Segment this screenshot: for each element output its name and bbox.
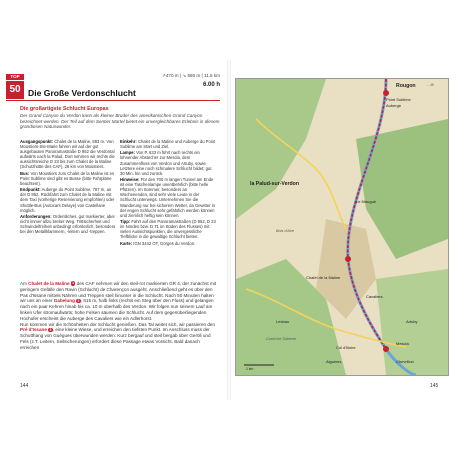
map-label: Aiguines	[326, 359, 342, 364]
title-rule	[6, 100, 220, 101]
info-item: Bus: Von Moustiers zum Chalet de la Maline ist es Point Sublime sind gibt es Busse (bitte Fahrpläne beachten!).	[20, 170, 115, 186]
page-number-left: 144	[20, 383, 29, 389]
info-item: Lampe: Von P. 633 m führt nach rechts ein lohnender Abstecher zur Mescla, dem Zusammenfluss von Verdon und Artuby, sowie Letztere eine noch schmalere Schlucht bildet; gut 30 Min. hin und zurück.	[120, 150, 212, 176]
map-label: Point Sublime	[386, 97, 411, 102]
map-label: Rougon	[396, 83, 416, 89]
cross-reference: → 49	[426, 83, 434, 87]
map-graphic	[236, 79, 448, 375]
route-description: Am Chalet de la Maline 1 des CAF nehmen wir den steil-rot markierten GR 4, der zunächst mit geringem Gefälle den Ravin (Schlucht) de Charençon ausgeht. Anschließend geht es über den Pas d'Issane mittels Nähren und Treppen steil hinunter in die Schlucht. Nach 50 Minuten halten wir uns an einer Gabelung 2, 615 m, halb links (rechts ein Steg über den Fluss) und gelangen nach ein paar Kehren hinab bis ca. 10 m oberhalb des Verdon. Wir folgen nun seinem Lauf am linken Ufer stromaufwärts; hohe Felsen säumen die Schlucht. Auf dem gegenüberliegenden Hochufer erscheint die Auberge des Cavaliers wie ein Adlerhorst. Nun kommen wir die Schönheiten der Schlucht genießen. Das Tal weitet sich, wir passieren den Pré d'Issane 3, eine kleine Wiese, und erreichen den tiefsten Punkt. Im Anschluss muss der Schutthang von Guègues überwunden werden: Kurz bergauf und steil bergab über Geröll und Fels (z.T. Leitern, Seilsicherungen) erfordert diese Passage etwas Vorsicht. Bald danach erreichen	[20, 281, 217, 350]
waypoint-marker	[383, 346, 389, 352]
tour-duration: 6.00 h	[202, 82, 220, 88]
info-column-left	[20, 139, 116, 235]
scale-label: 1 km	[246, 367, 254, 371]
map-label: Corniche Sublime	[266, 337, 296, 341]
waypoint-marker	[345, 256, 351, 262]
info-item: Anforderungen: Ordentliches, gut markierter, aber nicht immer allzu breiter Weg. Trittsicherheit und Schwindelfreiheit unbedingt erforderlich, besonders bei den Metallklammern, -leitern und -treppen.	[20, 213, 116, 235]
map-label: Lesbau	[276, 319, 290, 324]
map-label: la Palud-sur-Verdon	[250, 181, 300, 187]
waypoint-marker: 2	[77, 298, 80, 303]
waypoint-marker: 3	[49, 327, 52, 332]
info-item: Einkehr: Chalet de la Maline und Auberge du Point Sublime am Start und Ziel.	[120, 139, 216, 150]
place-name: Chalet de la Maline	[28, 281, 70, 286]
info-item: Ausgangspunkt: Chalet de la Maline, 893 m. Von Moustiers-Ste-Marie fahren wir auf der gut ausgebauten Panoramastraße D 952 die Verdontal aufwärts nach la Palud. Dort nehmen wir rechts die aussichtsreiche D 23 bis zum Chalet de la Maline (Schutzhütte des CAF), 28 km von Moustiers.	[20, 139, 115, 170]
tour-stats: ↗470 m | ↘ 580 m | 11.6 km	[161, 73, 220, 78]
map-label: Chevrillon	[396, 359, 414, 364]
tour-number: 50	[6, 81, 24, 99]
map-label: Chalet de la Maline	[306, 275, 341, 280]
map-label: Cavaliers	[366, 294, 383, 299]
top-badge: TOP	[6, 74, 24, 80]
info-item: Tipp: Fahrt auf den Panoramastraßen (D 952, D 23 im Norden bzw. D 71 im Süden des Flusses) mit vielen Aussichtspunkten, die unvergessliche Tiefblicke in die gewaltige Schlucht bieten.	[120, 218, 216, 240]
info-column-right	[120, 139, 216, 247]
map-label: Artuby	[406, 319, 418, 324]
waypoint-marker	[383, 90, 389, 96]
map-label: Auberge	[386, 103, 402, 108]
info-item: Endpunkt: Auberge du Point Sublime, 787 m, an der D 952. Rückfahrt zum Chalet de la Maline mit dem Taxi (vorherige Reservierung empfohlen) oder Shuttle-Bus (Autocars Delaye) von Castellane möglich.	[20, 187, 115, 213]
waypoint-marker: 1	[72, 281, 75, 286]
info-item: Hinweise: Für den 700 m langen Tunnel am Ende ist eine Taschenlampe unentbehrlich (bitte helle Pfützen). Im Sommer, besonders an Wochenenden, sind sehr viele Leute in der Schlucht unterwegs. Unternehmen Sie die Wanderung nur bei sicherem Wetter, da Gewitter in der engen Schlucht sehr gefährlich werden können und ziemlich heftig sein können.	[120, 177, 215, 218]
map-label: Le Maugué	[356, 199, 377, 204]
page-title: Die Große Verdonschlucht	[28, 88, 136, 98]
map-label: Col d'Illoire	[336, 345, 356, 350]
route-map	[235, 78, 449, 376]
place-name: Pré d'Issane	[20, 327, 47, 333]
info-item: Karte: IGN 3442 OT, Gorges du Verdon.	[120, 240, 196, 246]
intro-text: Der Grand Canyon du Verdon kann als kleiner Bruder des amerikanischen Grand Canyon bezeichnet werden. Der Teil auf dem Sentier Martel bietet ein unvergleichbares Erlebnis in diesem grandiosen Naturwunder.	[20, 113, 220, 130]
page-number-right: 145	[430, 383, 439, 389]
book-gutter	[227, 60, 231, 400]
place-name: Gabelung	[53, 298, 75, 304]
map-label: Mescla	[396, 341, 409, 346]
map-label: Bois d'Aire	[276, 229, 295, 233]
intro-heading: Die großartigste Schlucht Europas	[20, 106, 109, 112]
